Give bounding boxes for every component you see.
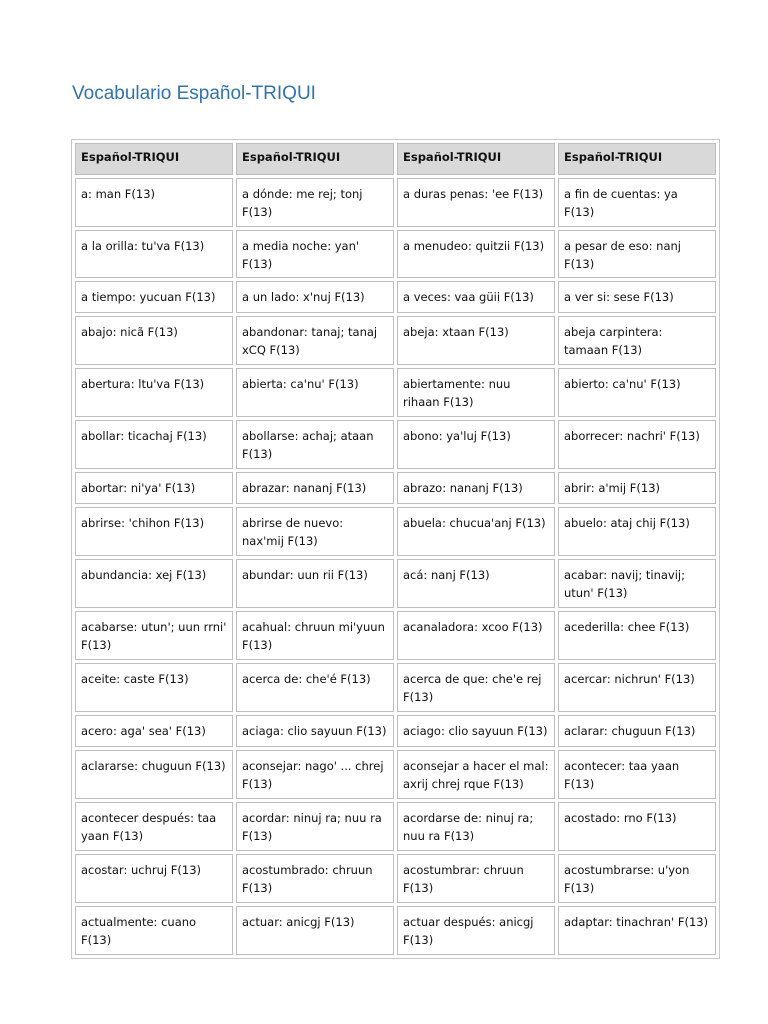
table-cell: acerca de: che'é F(13): [236, 663, 394, 712]
table-cell: abandonar: tanaj; tanaj xCQ F(13): [236, 316, 394, 365]
table-cell: a pesar de eso: nanj F(13): [558, 230, 716, 278]
table-cell: abollar: ticachaj F(13): [75, 420, 233, 469]
table-cell: a un lado: x'nuj F(13): [236, 281, 394, 313]
table-cell: acostado: rno F(13): [558, 802, 716, 851]
table-cell: abortar: ni'ya' F(13): [75, 472, 233, 504]
table-cell: acero: aga' sea' F(13): [75, 715, 233, 747]
table-cell: aconsejar a hacer el mal: axrij chrej rque F(13): [397, 750, 555, 799]
table-cell: a duras penas: 'ee F(13): [397, 178, 555, 227]
table-cell: actualmente: cuano F(13): [75, 906, 233, 955]
table-cell: acostar: uchruj F(13): [75, 854, 233, 903]
table-row: [75, 472, 716, 504]
table-row: [75, 715, 716, 747]
table-cell: aclararse: chuguun F(13): [75, 750, 233, 799]
table-cell: acontecer después: taa yaan F(13): [75, 802, 233, 851]
column-header: Español-TRIQUI: [397, 143, 555, 175]
table-cell: abrirse de nuevo: nax'mij F(13): [236, 507, 394, 556]
table-cell: acostumbrarse: u'yon F(13): [558, 854, 716, 903]
table-cell: a media noche: yan' F(13): [236, 230, 394, 278]
page-title: Vocabulario Español-TRIQUI: [72, 83, 316, 104]
table-cell: abundar: uun rii F(13): [236, 559, 394, 608]
table-row: [75, 663, 716, 712]
table-cell: acordar: ninuj ra; nuu ra F(13): [236, 802, 394, 851]
table-cell: a fin de cuentas: ya F(13): [558, 178, 716, 227]
table-row: [75, 559, 716, 608]
table-cell: actuar después: anicgj F(13): [397, 906, 555, 955]
table-cell: a: man F(13): [75, 178, 233, 227]
table-cell: a ver si: sese F(13): [558, 281, 716, 313]
column-header: Español-TRIQUI: [236, 143, 394, 175]
table-row: [75, 611, 716, 660]
table-cell: a veces: vaa güii F(13): [397, 281, 555, 313]
table-cell: aceite: caste F(13): [75, 663, 233, 712]
table-cell: abuela: chucua'anj F(13): [397, 507, 555, 556]
column-header: Español-TRIQUI: [75, 143, 233, 175]
table-cell: abrazar: nananj F(13): [236, 472, 394, 504]
table-cell: a tiempo: yucuan F(13): [75, 281, 233, 313]
table-cell: a menudeo: quitzii F(13): [397, 230, 555, 278]
table-row: [75, 230, 716, 278]
table-cell: acostumbrar: chruun F(13): [397, 854, 555, 903]
table-row: [75, 507, 716, 556]
table-row: [75, 368, 716, 417]
table-row: [75, 750, 716, 799]
table-cell: aciago: clio sayuun F(13): [397, 715, 555, 747]
table-cell: acostumbrado: chruun F(13): [236, 854, 394, 903]
table-cell: acá: nanj F(13): [397, 559, 555, 608]
column-header: Español-TRIQUI: [558, 143, 716, 175]
table-cell: acanaladora: xcoo F(13): [397, 611, 555, 660]
table-cell: acahual: chruun mi'yuun F(13): [236, 611, 394, 660]
table-row: [75, 178, 716, 227]
table-cell: abeja carpintera: tamaan F(13): [558, 316, 716, 365]
table-row: [75, 281, 716, 313]
table-header-row: [75, 143, 716, 175]
table-cell: acederilla: chee F(13): [558, 611, 716, 660]
table-cell: abertura: ltu'va F(13): [75, 368, 233, 417]
table-cell: actuar: anicgj F(13): [236, 906, 394, 955]
table-cell: aciaga: clio sayuun F(13): [236, 715, 394, 747]
table-cell: acontecer: taa yaan F(13): [558, 750, 716, 799]
table-cell: abuelo: ataj chij F(13): [558, 507, 716, 556]
table-cell: aborrecer: nachri' F(13): [558, 420, 716, 469]
table-row: [75, 854, 716, 903]
table-cell: adaptar: tinachran' F(13): [558, 906, 716, 955]
vocabulary-table: [71, 139, 720, 959]
table-row: [75, 316, 716, 365]
table-cell: abrir: a'mij F(13): [558, 472, 716, 504]
table-cell: acercar: nichrun' F(13): [558, 663, 716, 712]
table-cell: a dónde: me rej; tonj F(13): [236, 178, 394, 227]
table-cell: abierto: ca'nu' F(13): [558, 368, 716, 417]
table-cell: abollarse: achaj; ataan F(13): [236, 420, 394, 469]
table-row: [75, 802, 716, 851]
table-cell: acordarse de: ninuj ra; nuu ra F(13): [397, 802, 555, 851]
table-cell: acabar: navij; tinavij; utun' F(13): [558, 559, 716, 608]
table-cell: abajo: nicã F(13): [75, 316, 233, 365]
table-cell: abierta: ca'nu' F(13): [236, 368, 394, 417]
table-row: [75, 420, 716, 469]
table-cell: abrazo: nananj F(13): [397, 472, 555, 504]
table-cell: abrirse: 'chihon F(13): [75, 507, 233, 556]
table-cell: aclarar: chuguun F(13): [558, 715, 716, 747]
table-cell: abundancia: xej F(13): [75, 559, 233, 608]
table-row: [75, 906, 716, 955]
table-cell: acabarse: utun'; uun rrni' F(13): [75, 611, 233, 660]
table-cell: aconsejar: nago' ... chrej F(13): [236, 750, 394, 799]
table-cell: a la orilla: tu'va F(13): [75, 230, 233, 278]
table-cell: abiertamente: nuu rihaan F(13): [397, 368, 555, 417]
table-cell: abeja: xtaan F(13): [397, 316, 555, 365]
table-cell: abono: ya'luj F(13): [397, 420, 555, 469]
table-cell: acerca de que: che'e rej F(13): [397, 663, 555, 712]
